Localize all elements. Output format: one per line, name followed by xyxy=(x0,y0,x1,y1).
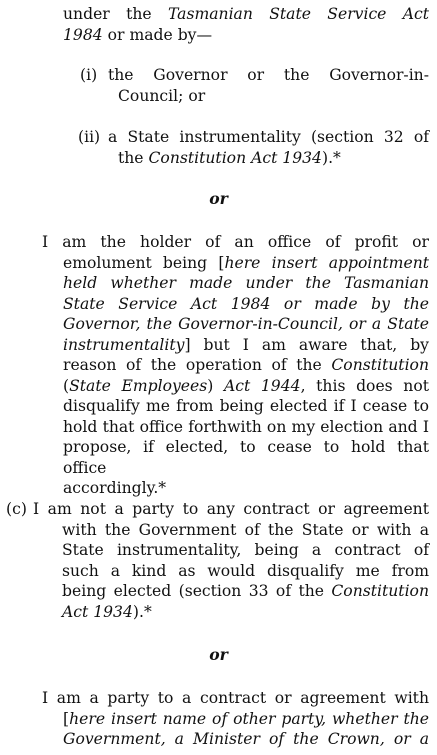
item-ii-marker: (ii) xyxy=(78,128,101,146)
office-line-6 xyxy=(42,335,429,356)
office-italic: here insert appointment xyxy=(224,253,430,272)
office-text: , this does not xyxy=(300,376,429,395)
office-italic: instrumentality xyxy=(63,335,185,354)
item-c-line-4: such a kind as would disqualify me from xyxy=(62,561,429,580)
office-line-10: hold that office forthwith on my election and I xyxy=(63,417,429,436)
contract-line-1: I am a party to a contract or agreement with xyxy=(42,689,429,707)
contract-line-2 xyxy=(42,709,429,730)
or-separator-2: or xyxy=(209,645,228,664)
office-text: ( xyxy=(63,376,70,395)
office-paragraph xyxy=(42,232,429,499)
item-ii-text: ).* xyxy=(321,148,341,167)
intro-text: or made by— xyxy=(102,25,213,44)
act-year-italic: Act 1944 xyxy=(223,376,301,395)
item-c-text: ).* xyxy=(132,602,152,621)
constitution-act-italic: Constitution Act 1934 xyxy=(148,148,322,167)
or-separator-1: or xyxy=(209,189,228,208)
intro-paragraph xyxy=(63,4,429,45)
item-c-line-5 xyxy=(6,581,429,602)
item-c-line-6 xyxy=(6,602,429,623)
intro-line-1 xyxy=(63,4,429,25)
office-italic: State Service Act 1984 or made by the xyxy=(63,294,429,313)
act-year-italic: 1984 xyxy=(63,25,103,44)
item-c-marker: (c) xyxy=(6,500,27,518)
item-c-line-1 xyxy=(6,499,429,520)
office-line-2 xyxy=(42,253,429,274)
item-c-line-3: State instrumentality, being a contract of xyxy=(62,541,429,559)
contract-line-3 xyxy=(42,729,429,750)
act-name-italic: Tasmanian State Service Act xyxy=(167,5,429,23)
item-ii-line-2 xyxy=(78,148,429,169)
contract-text: [ xyxy=(63,709,70,728)
office-line-3 xyxy=(42,273,429,294)
constitution-italic: Constitution xyxy=(331,582,429,600)
intro-text: under the xyxy=(63,5,168,23)
item-i-marker: (i) xyxy=(80,66,98,84)
item-ii-text: a State instrumentality (section 32 of xyxy=(108,128,429,146)
office-text: reason of the operation of the xyxy=(63,356,332,374)
contract-paragraph xyxy=(42,688,429,750)
office-text: ) xyxy=(207,376,224,395)
item-ii-line-1 xyxy=(78,127,429,148)
intro-line-2 xyxy=(63,25,429,46)
item-c xyxy=(6,499,429,622)
item-i-line-2: Council; or xyxy=(118,86,206,105)
act-year-italic: Act 1934 xyxy=(62,602,133,621)
office-text: ] but I am aware that, by xyxy=(184,335,429,354)
contract-italic: here insert name of other party, whether the xyxy=(69,709,429,728)
contract-italic: Government, a Minister of the Crown, or a xyxy=(63,730,429,748)
office-line-11: propose, if elected, to cease to hold that office xyxy=(63,438,429,477)
office-line-5 xyxy=(42,314,429,335)
office-italic: held whether made under the Tasmanian xyxy=(63,274,429,292)
office-line-4 xyxy=(42,294,429,315)
constitution-italic: Constitution xyxy=(331,356,429,374)
item-ii-text: the xyxy=(118,148,149,167)
office-line-9: disqualify me from being elected if I cease to xyxy=(63,397,429,415)
item-c-text: I am not a party to any contract or agreement xyxy=(33,500,429,518)
office-text: emolument being [ xyxy=(63,253,225,272)
item-c-line-2: with the Government of the State or with a xyxy=(62,520,429,539)
office-line-7 xyxy=(42,355,429,376)
item-i-line-1 xyxy=(80,65,429,86)
office-line-8 xyxy=(42,376,429,397)
office-italic: Governor, the Governor-in-Council, or a State xyxy=(63,315,429,333)
office-line-12: accordingly.* xyxy=(63,479,167,497)
item-c-text: being elected (section 33 of the xyxy=(62,582,332,600)
state-employees-italic: State Employees xyxy=(69,376,208,395)
item-i-text: the Governor or the Governor-in- xyxy=(108,66,429,84)
item-ii xyxy=(78,127,429,168)
office-line-1: I am the holder of an office of profit or xyxy=(42,233,429,251)
item-i xyxy=(80,65,429,106)
